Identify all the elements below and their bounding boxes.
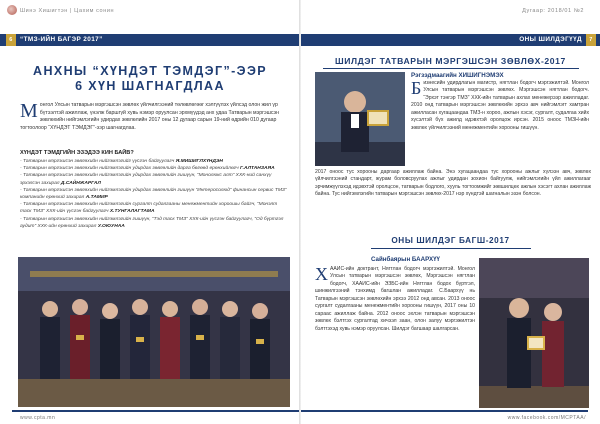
consultant-bio-text-a: изнесийн удирдлагын магистр, нягтлан бодогч мэргэжилтэй. Монгол Улсын татварын мэргэшсэн зөвлөх. Мэргэшсэн нягтлан бодогч. “Эрхэт тэнгэр ТМЗ” ХХК-ийн татварын ахлах менежерээр ажилладаг. 2010 онд татварын мэргэшсэн зөвлөхийн эрхээ авч нийгэмлэгт хамтран ажилласан хугацаандаа ТМЗ-н хороо, ажлын хэсэг, сургалт, судалгаа хийх хүсэлтэй бүх ажилд идэвхтэй оролцож ирсэн. 2015 оноос ТМЗН-ийн зөвлөх үйлчилгээний менежментийн хорооны гишүүн. <box>411 80 589 131</box>
right-bottom-rule <box>301 410 588 412</box>
award-item: - Татварын мэргэшсэн зөвлөхийн нийгэмлэгийг үүсгэн байгуулагч Я.МИШИГЛХҮНДЭН <box>20 159 223 164</box>
teacher-name: Сайнбаярын БААРХҮҮ <box>371 256 440 263</box>
award-item: - Татварын мэргэшсэн зөвлөхийн нийгэмлэгийн удирдах зөвлөлийн дарга бөгөөд ерөнхийлөгч Г.АЛТАНЗАЯА <box>20 166 275 172</box>
teacher-dropcap: Х <box>315 264 328 284</box>
group-photo-illustration <box>18 257 290 407</box>
teacher-bio <box>315 266 475 333</box>
left-section-title: “ТМЗ-ИЙН БАГЭР 2017” <box>20 36 103 43</box>
consultant-bio-part2: 2017 оноос тус хорооны даргаар ажиллаж байна. Энэ хугацаандаа тус хорооны ажлыг хүлээн авч, зөвлөх үйлчилгээний стандарт, журам боловсруулах ажлыг удирдан зохион байгуулж, нийгэмлэгийн үйл ажиллагааг эрчимжүүлэхэд идэвхтэй оролцсон, татварын бодлого, хууль тогтоомжийг зөвшилцөх ажлын хэсэгт ахлан ажиллаж байна. Тус нийгэмлэгийн татварын мэргэшсэн зөвлөх-2017 нэр хүндтэй шагналын эзэн болсон. <box>315 169 591 198</box>
article-headline: АНХНЫ “ХҮНДЭТ ТЭМДЭГ”-ЭЭР 6 ХҮН ШАГНАГДЛАА <box>33 64 267 93</box>
consultant-portrait-illustration <box>315 72 405 166</box>
right-section-bar <box>301 34 600 46</box>
award-group-photo <box>18 257 290 407</box>
awards-list <box>20 158 288 230</box>
award-item: - Татварын мэргэшсэн зөвлөхийн нийгэмлэгийн удирдах зөвлөлийн гишүүн, “Монолюкс алт” ХХК-ний санхүү эрхэлсэн захирал Д.САЙНЖАРГАЛ <box>20 173 272 186</box>
consultant-name: Рэгзэдмаагийн ХИШИГНЭМЭХ <box>411 72 504 79</box>
award-item: - Татварын мэргэшсэн зөвлөхийн нийгэмлэгийн удирдах зөвлөлийн гишүүн “Интеросолюд” финансын сервис ТМЗ” компанийн ерөнхий захирал А.ТАМИР <box>20 187 287 201</box>
left-footer: www.cpta.mn <box>20 415 56 421</box>
title-underline <box>323 68 579 69</box>
right-page-number: 7 <box>586 34 596 46</box>
best-teacher-title: ОНЫ ШИЛДЭГ БАГШ-2017 <box>391 236 510 245</box>
consultant-bio-part1 <box>411 80 589 132</box>
right-page <box>301 0 600 424</box>
left-page-number: 6 <box>6 34 16 46</box>
award-item: - Татварын мэргэшсэн зөвлөхийн нийгэмлэгийн сургалт судалгааны менежментийн хороошы байгч, “Монэлт таск ТМЗ” ХХК-ийн үүсгэн байгуулагч Х.ТУНГАЛАГТАМА <box>20 202 278 215</box>
award-item: - Татварын мэргэшсэн зөвлөхийн нийгэмлэгийн гишүүн, “Тэд таск ТМЗ” ХХК-ийн үүсгэн байгуулагч, “Од бүртгэл аудит” ХХК-ийн ерөнхий захирал У.ОЮУНАА <box>20 216 284 229</box>
left-running-head: Шинэ Хишигтэн | Цахим сонин <box>20 8 115 14</box>
right-footer: www.facebook.com/MCPTAA/ <box>507 415 586 421</box>
consultant-portrait-photo <box>315 72 405 166</box>
teacher-photo <box>479 258 589 408</box>
best-consultant-title: ШИЛДЭГ ТАТВАРЫН МЭРГЭШСЭН ЗӨВЛӨХ-2017 <box>335 56 566 66</box>
article-intro <box>20 102 286 132</box>
awards-title: ХҮНДЭТ ТЭМДГИЙН ЭЗЭДЭЭ КИН БАЙВ? <box>20 150 134 156</box>
right-running-head: Дугаар: 2018/01 №2 <box>522 8 584 14</box>
teacher-bio-text: ААИС-ийн доктрант, Нягтлан бодогч мэргэжилтэй. Монгол Улсын татварын мэргэшсэн зөвлөх, Мэргэшсэн нягтлан бодогч, ХААИС-ийн ЭЗБС-ийн Нягтлан бодох бүртгэл, шинжилгээний тэнхимд багшлан ажилладаг. С.Баархүү нь Татварын мэргэшсэн зөвлөхийн эрхээ 2012 онд авсан. 2013 оноос сургалт судалгааны менежментийн хорооны гишүүн, 2017 оны 10 сараас ажиллаж байна. 2012 оноос эхлэн татварын мэргэшсэн зөвлөх бэлтгэх сургалтад хичээл заан, олон залуу мэргэжилтэн бэлтгэхэд хувь нэмэр оруулсан. Шилдэг багшаар шалгарсан. <box>315 266 475 332</box>
left-section-bar <box>0 34 299 46</box>
subtitle-underline <box>371 248 531 249</box>
right-section-title: ОНЫ ШИЛДЭГҮҮД <box>519 36 582 43</box>
publication-logo-icon <box>7 5 17 15</box>
teacher-photo-illustration <box>479 258 589 408</box>
left-bottom-rule <box>12 410 299 412</box>
intro-dropcap: М <box>20 100 38 122</box>
left-page <box>0 0 299 424</box>
consultant-dropcap: Б <box>411 78 422 98</box>
intro-text: онгол Улсын татварын мэргэшсэн зөвлөх үйлчилгээний төлөвлөгөөг хэлгүүлэх үйлсэд олон жил үр бүтээлтэй ажиллаж, үнэлж баршгүй хувь нэмэр оруулсан эрхмүүдэд анх удаа Татварын мэргэшсэн зөвлөхийн нийгэмлэгийн удирдах зөвлөлийн 2017 оны 12 дугаар сарын 19-ний өдрийн 010 дугаар тогтоолоор “ХҮНДЭТ ТЭМДЭГ”-ээр шагнагдлаа. <box>20 102 280 131</box>
